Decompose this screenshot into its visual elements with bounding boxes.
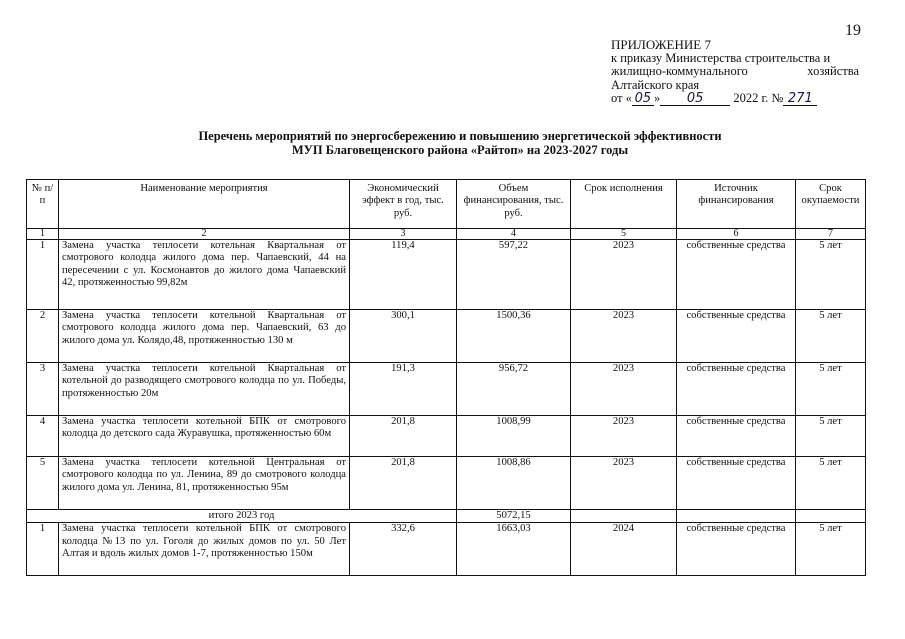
funding-source: собственные средства bbox=[677, 416, 796, 457]
column-number: 1 bbox=[27, 229, 59, 240]
appendix-date-line bbox=[611, 92, 859, 106]
order-number-handwritten: 271 bbox=[783, 93, 817, 106]
table-row bbox=[27, 310, 866, 363]
funding-source: собственные средства bbox=[677, 240, 796, 310]
row-number: 5 bbox=[27, 457, 59, 510]
column-number: 5 bbox=[571, 229, 677, 240]
execution-year: 2023 bbox=[571, 363, 677, 416]
table-row bbox=[27, 416, 866, 457]
payback-period: 5 лет bbox=[796, 240, 866, 310]
measure-name: Замена участка теплосети котельная Квартальная от смотрового колодца жилого дома пер. Чапаевский, 44 на пересечении с ул. Космонавтов до жилого дома Чапаевский 42, протяженностью 99,82м bbox=[59, 240, 350, 310]
table-row bbox=[27, 363, 866, 416]
payback-period: 5 лет bbox=[796, 310, 866, 363]
funding-amount: 956,72 bbox=[457, 363, 571, 416]
row-number: 3 bbox=[27, 363, 59, 416]
document-title-line-2: МУП Благовещенского района «Райтоп» на 2023-2027 годы bbox=[291, 142, 629, 157]
funding-source: собственные средства bbox=[677, 363, 796, 416]
header-name: Наименование мероприятия bbox=[59, 180, 350, 229]
page-number: 19 bbox=[845, 22, 861, 39]
funding-amount: 597,22 bbox=[457, 240, 571, 310]
funding-amount: 1663,03 bbox=[457, 523, 571, 576]
appendix-line-1: к приказу Министерства строительства и bbox=[611, 50, 831, 65]
date-day-handwritten: 05 bbox=[632, 93, 654, 106]
header-funding: Объем финансирования, тыс. руб. bbox=[457, 180, 571, 229]
measures-table bbox=[26, 179, 866, 576]
date-prefix: от « bbox=[611, 91, 632, 105]
funding-source: собственные средства bbox=[677, 457, 796, 510]
payback-period: 5 лет bbox=[796, 523, 866, 576]
measure-name: Замена участка теплосети котельной БПК от смотрового колодца до детского сада Журавушка, протяженностью 60м bbox=[59, 416, 350, 457]
funding-amount: 1008,86 bbox=[457, 457, 571, 510]
header-payback: Срок окупаемости bbox=[796, 180, 866, 229]
table-row bbox=[27, 457, 866, 510]
economic-effect: 191,3 bbox=[350, 363, 457, 416]
appendix-line-3: Алтайского края bbox=[611, 77, 700, 92]
funding-amount: 1500,36 bbox=[457, 310, 571, 363]
measure-name: Замена участка теплосети котельной Центральная от смотрового колодца по ул. Ленина, 89 до смотрового колодца жилого дома ул. Ленина, 81, протяженностью 95м bbox=[59, 457, 350, 510]
funding-source: собственные средства bbox=[677, 523, 796, 576]
total-label: итого 2023 год bbox=[27, 510, 457, 523]
execution-year: 2023 bbox=[571, 240, 677, 310]
economic-effect: 201,8 bbox=[350, 416, 457, 457]
header-effect: Экономический эффект в год, тыс. руб. bbox=[350, 180, 457, 229]
document-title-line-1: Перечень мероприятий по энергосбережению и повышению энергетической эффективности bbox=[198, 129, 722, 143]
measure-name: Замена участка теплосети котельной БПК от смотрового колодца №13 по ул. Гоголя до жилых домов по ул. 50 Лет Алтая и вдоль жилых домов 1-7, протяженностью 150м bbox=[59, 523, 350, 576]
funding-amount: 1008,99 bbox=[457, 416, 571, 457]
economic-effect: 300,1 bbox=[350, 310, 457, 363]
row-number: 4 bbox=[27, 416, 59, 457]
date-suffix: 2022 г. № bbox=[733, 91, 784, 105]
funding-source: собственные средства bbox=[677, 310, 796, 363]
economic-effect: 119,4 bbox=[350, 240, 457, 310]
row-number: 2 bbox=[27, 310, 59, 363]
appendix-line-2: жилищно-коммунального хозяйства bbox=[611, 64, 859, 78]
date-month-handwritten: 05 bbox=[660, 93, 730, 106]
header-num: № п/п bbox=[27, 180, 59, 229]
payback-period: 5 лет bbox=[796, 457, 866, 510]
header-source: Источник финансирования bbox=[677, 180, 796, 229]
measure-name: Замена участка теплосети котельной Квартальная от смотрового колодца жилого дома пер. Чапаевский, 63 до жилого дома ул. Колядо,48, протяженностью 130 м bbox=[59, 310, 350, 363]
total-value: 5072,15 bbox=[457, 510, 571, 523]
appendix-block bbox=[611, 38, 859, 106]
execution-year: 2024 bbox=[571, 523, 677, 576]
column-number: 3 bbox=[350, 229, 457, 240]
execution-year: 2023 bbox=[571, 416, 677, 457]
column-number: 7 bbox=[796, 229, 866, 240]
economic-effect: 332,6 bbox=[350, 523, 457, 576]
payback-period: 5 лет bbox=[796, 363, 866, 416]
column-number-row bbox=[27, 229, 866, 240]
header-deadline: Срок исполнения bbox=[571, 180, 677, 229]
row-number: 1 bbox=[27, 240, 59, 310]
measure-name: Замена участка теплосети котельной Квартальная от котельной до разводящего смотрового колодца по ул. Победы, протяженностью 20м bbox=[59, 363, 350, 416]
execution-year: 2023 bbox=[571, 310, 677, 363]
column-number: 6 bbox=[677, 229, 796, 240]
table-header-row bbox=[27, 180, 866, 229]
table-row bbox=[27, 240, 866, 310]
row-number: 1 bbox=[27, 523, 59, 576]
table-row bbox=[27, 523, 866, 576]
total-row-2023 bbox=[27, 510, 866, 523]
appendix-title: ПРИЛОЖЕНИЕ 7 bbox=[611, 37, 711, 52]
payback-period: 5 лет bbox=[796, 416, 866, 457]
execution-year: 2023 bbox=[571, 457, 677, 510]
date-mid: » bbox=[653, 91, 661, 105]
document-title bbox=[80, 130, 840, 157]
economic-effect: 201,8 bbox=[350, 457, 457, 510]
column-number: 2 bbox=[59, 229, 350, 240]
column-number: 4 bbox=[457, 229, 571, 240]
